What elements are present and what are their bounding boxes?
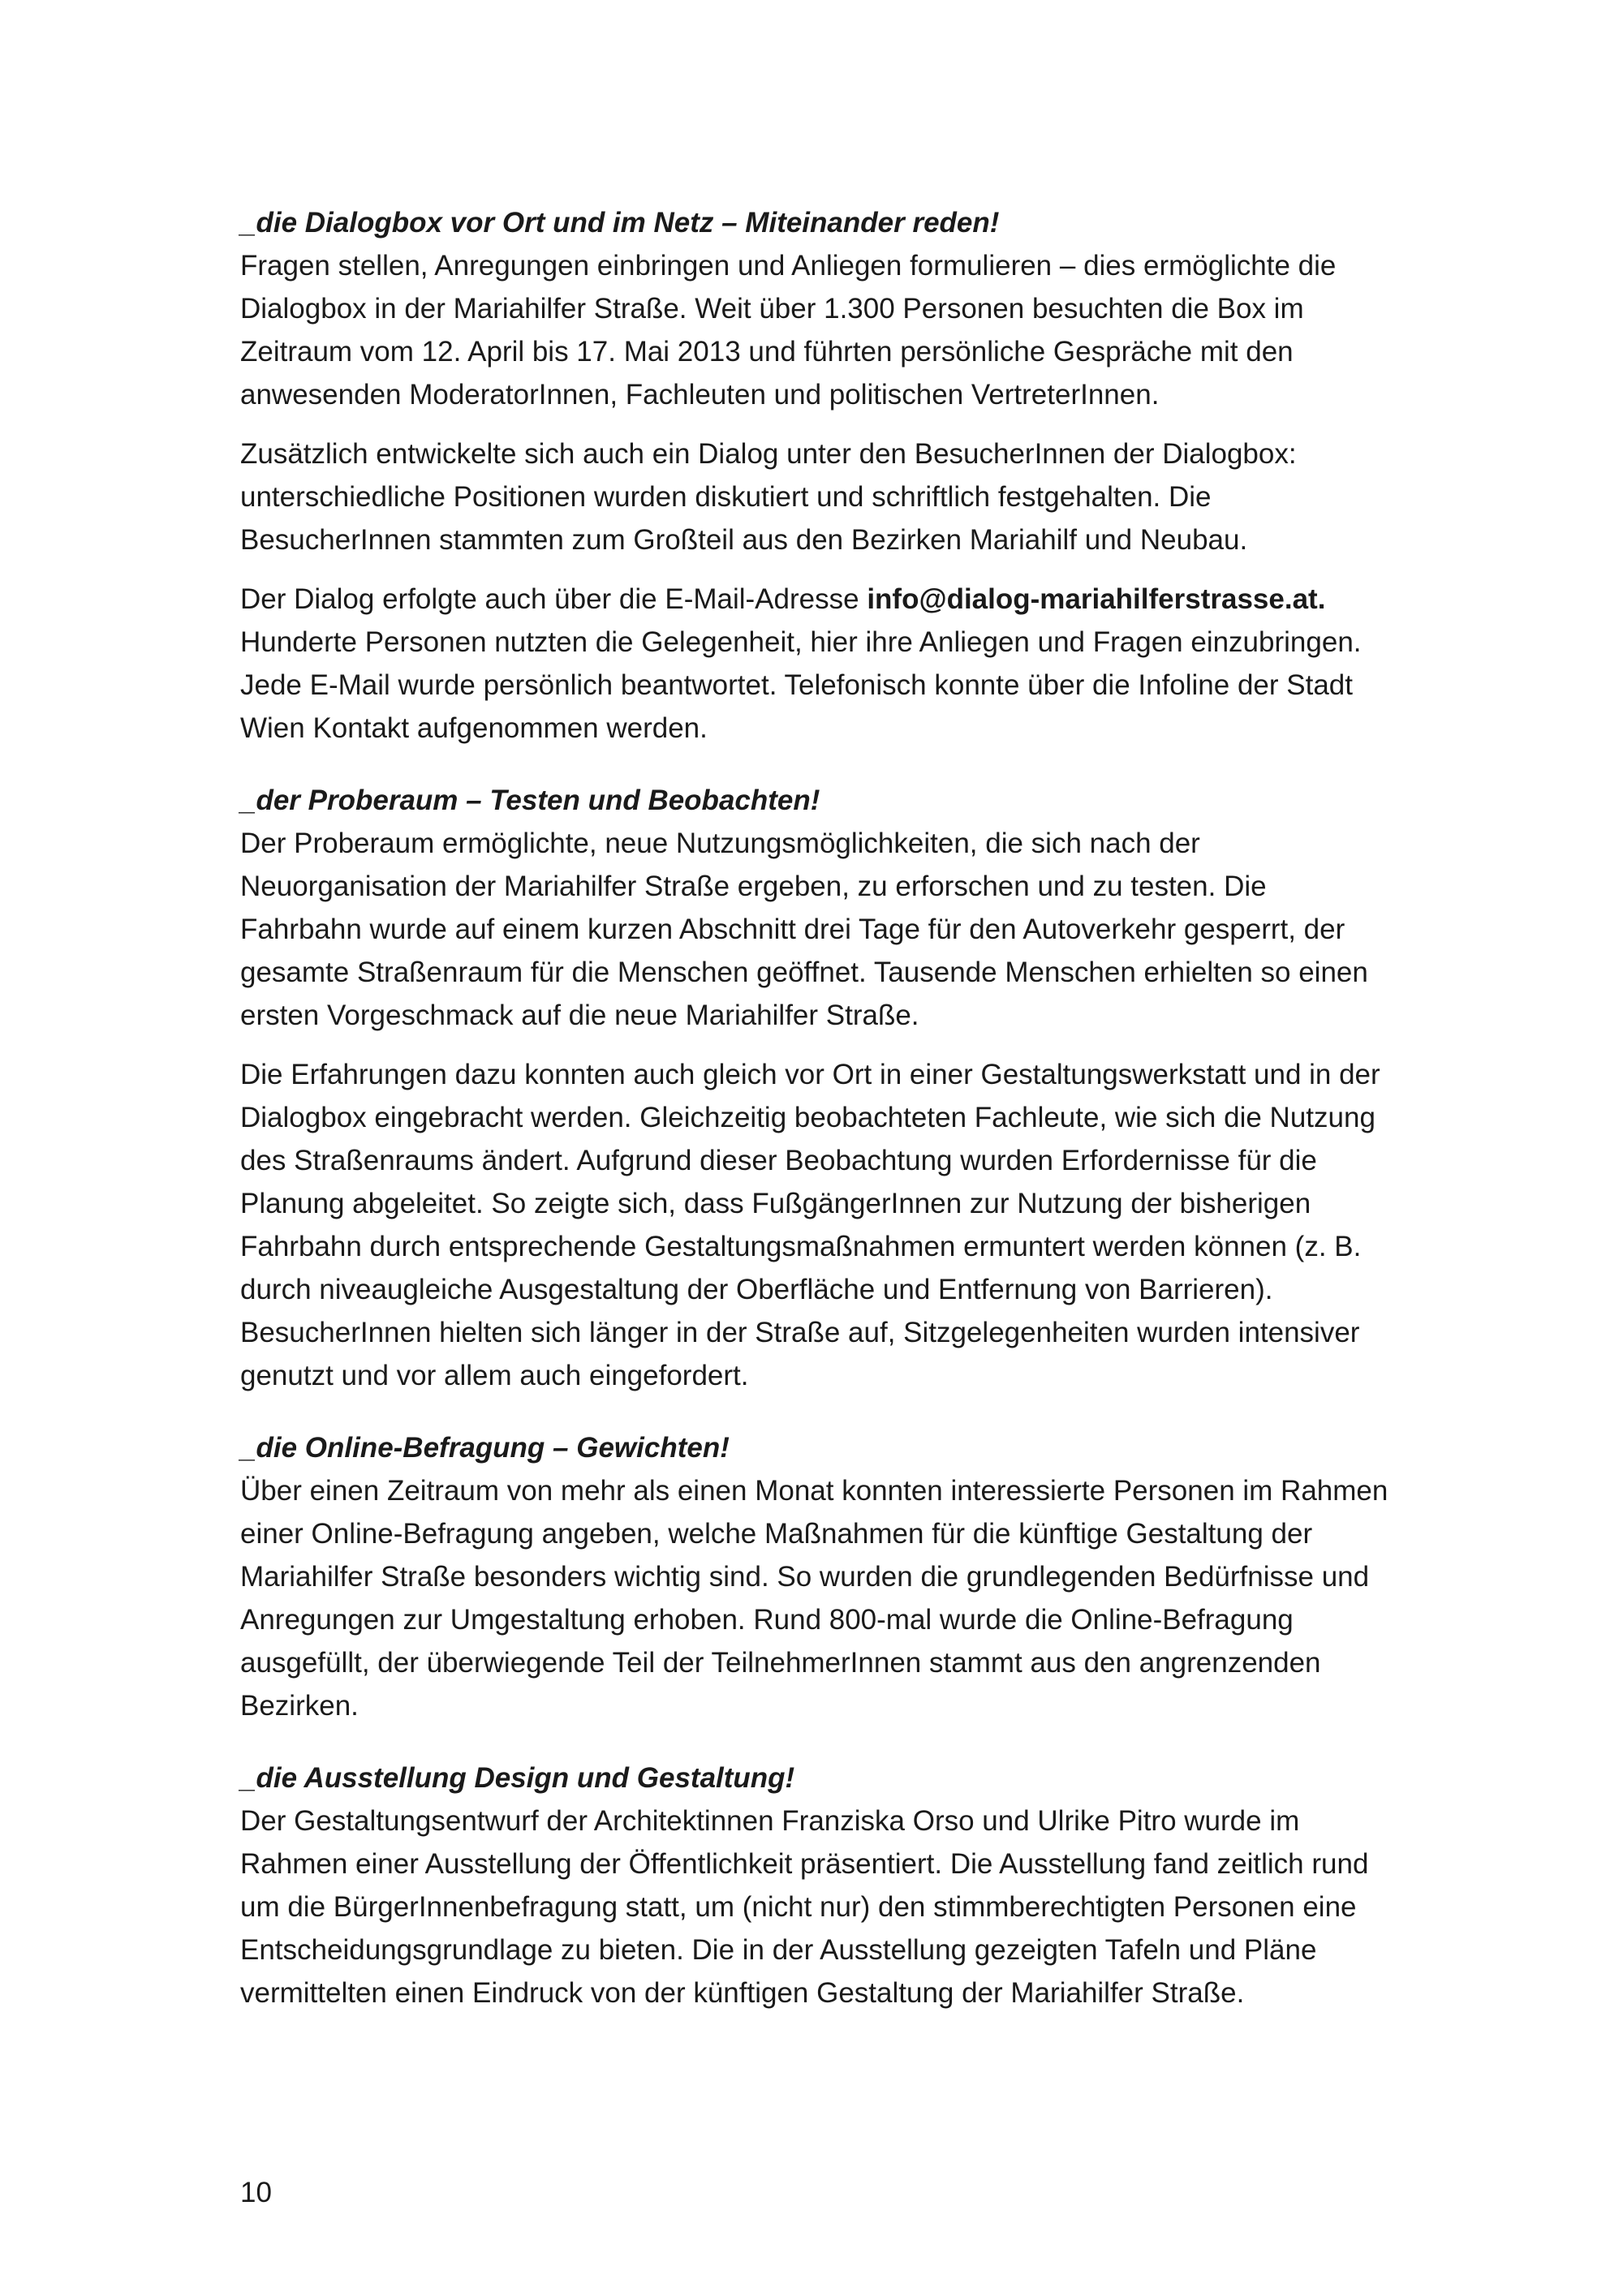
paragraph: Zusätzlich entwickelte sich auch ein Dialog unter den BesucherInnen der Dialogbox: unterschiedliche Positionen wurden diskutiert und schriftlich festgehalten. Die BesucherInnen stammten zum Großteil aus den Bezirken Mariahilf und Neubau.	[240, 438, 1297, 556]
section-heading: _die Dialogbox vor Ort und im Netz – Miteinander reden!	[240, 207, 1000, 239]
section-heading: _der Proberaum – Testen und Beobachten!	[240, 785, 820, 816]
section-heading: _die Ausstellung Design und Gestaltung!	[240, 1762, 795, 1794]
page-number: 10	[240, 2177, 272, 2208]
page-content	[240, 201, 1393, 2044]
paragraph-text: Hunderte Personen nutzten die Gelegenheit, hier ihre Anliegen und Fragen einzubringen. Jede E-Mail wurde persönlich beantwortet. Telefonisch konnte über die Infoline der Stadt Wien Kontakt aufgenommen werden.	[240, 626, 1362, 744]
paragraph: Über einen Zeitraum von mehr als einen Monat konnten interessierte Personen im Rahmen einer Online-Befragung angeben, welche Maßnahmen für die künftige Gestaltung der Mariahilfer Straße besonders wichtig sind. So wurden die grundlegenden Bedürfnisse und Anregungen zur Umgestaltung erhoben. Rund 800-mal wurde die Online-Befragung ausgefüllt, der überwiegende Teil der TeilnehmerInnen stammt aus den angrenzenden Bezirken.	[240, 1475, 1388, 1722]
section-ausstellung	[240, 1756, 1393, 2014]
section-online-befragung	[240, 1426, 1393, 1727]
section-proberaum	[240, 779, 1393, 1397]
section-heading: _die Online-Befragung – Gewichten!	[240, 1432, 730, 1464]
paragraph: Fragen stellen, Anregungen einbringen und Anliegen formulieren – dies ermöglichte die Dialogbox in der Mariahilfer Straße. Weit über 1.300 Personen besuchten die Box im Zeitraum vom 12. April bis 17. Mai 2013 und führten persönliche Gespräche mit den anwesenden ModeratorInnen, Fachleuten und politischen VertreterInnen.	[240, 250, 1337, 411]
paragraph: Der Gestaltungsentwurf der Architektinnen Franziska Orso und Ulrike Pitro wurde im Rahmen einer Ausstellung der Öffentlichkeit präsentiert. Die Ausstellung fand zeitlich rund um die BürgerInnenbefragung statt, um (nicht nur) den stimmberechtigten Personen eine Entscheidungsgrundlage zu bieten. Die in der Ausstellung gezeigten Tafeln und Pläne vermittelten einen Eindruck von der künftigen Gestaltung der Mariahilfer Straße.	[240, 1805, 1369, 2009]
paragraph-text: Der Dialog erfolgte auch über die E-Mail-Adresse	[240, 583, 867, 615]
paragraph: Der Proberaum ermöglichte, neue Nutzungsmöglichkeiten, die sich nach der Neuorganisation der Mariahilfer Straße ergeben, zu erforschen und zu testen. Die Fahrbahn wurde auf einem kurzen Abschnitt drei Tage für den Autoverkehr gesperrt, der gesamte Straßenraum für die Menschen geöffnet. Tausende Menschen erhielten so einen ersten Vorgeschmack auf die neue Mariahilfer Straße.	[240, 828, 1368, 1031]
section-dialogbox	[240, 201, 1393, 750]
paragraph: Die Erfahrungen dazu konnten auch gleich vor Ort in einer Gestaltungswerkstatt und in der Dialogbox eingebracht werden. Gleichzeitig beobachteten Fachleute, wie sich die Nutzung des Straßenraums ändert. Aufgrund dieser Beobachtung wurden Erfordernisse für die Planung abgeleitet. So zeigte sich, dass FußgängerInnen zur Nutzung der bisherigen Fahrbahn durch entsprechende Gestaltungsmaßnahmen ermuntert werden können (z. B. durch niveaugleiche Ausgestaltung der Oberfläche und Entfernung von Barrieren). BesucherInnen hielten sich länger in der Straße auf, Sitzgelegenheiten wurden intensiver genutzt und vor allem auch eingefordert.	[240, 1059, 1380, 1391]
email-address: info@dialog-mariahilferstrasse.at.	[867, 583, 1326, 615]
paragraph-email	[240, 578, 1393, 750]
